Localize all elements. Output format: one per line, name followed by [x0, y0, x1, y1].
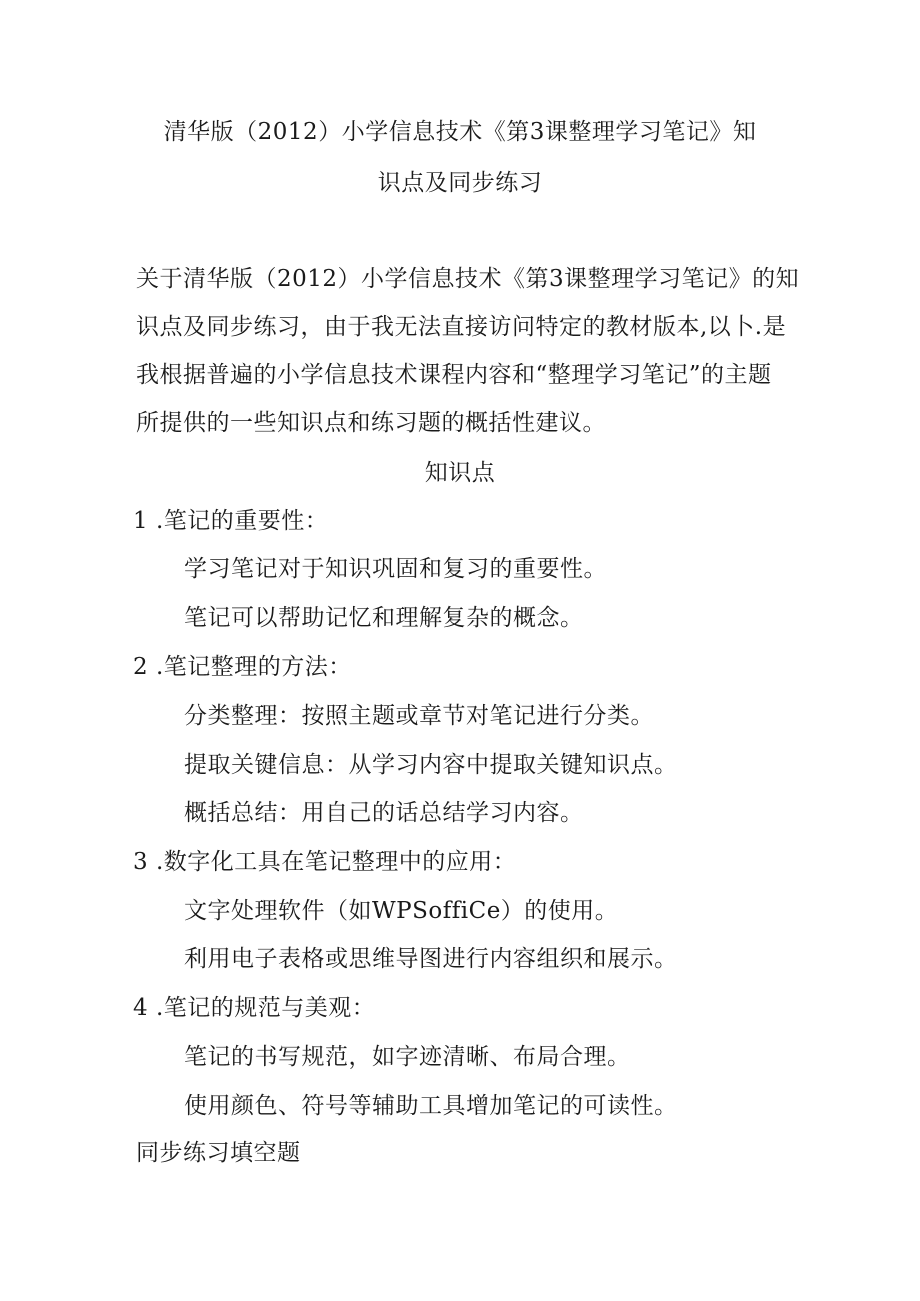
intro-paragraph-line-3: 我根据普遍的小学信息技术课程内容和“整理学习笔记”的主题: [136, 362, 772, 388]
exercise-heading: 同步练习填空题: [136, 1140, 301, 1166]
section-2-item-3: 概括总结：用自己的话总结学习内容。: [184, 800, 584, 826]
section-1-heading: 1 .笔记的重要性：: [133, 508, 329, 534]
intro-paragraph-line-2: 识点及同步练习，由于我无法直接访问特定的教材版本,以卜.是: [136, 314, 787, 340]
section-heading-knowledge-points: 知识点: [424, 460, 496, 486]
section-3-heading: 3 .数字化工具在笔记整理中的应用：: [133, 849, 517, 875]
section-2-heading: 2 .笔记整理的方法：: [133, 654, 352, 680]
section-1-item-2: 笔记可以帮助记忆和理解复杂的概念。: [184, 605, 584, 631]
intro-paragraph-line-1: 关于清华版（2012）小学信息技术《第3课整理学习笔记》的知: [136, 266, 800, 292]
section-4-heading: 4 .笔记的规范与美观：: [133, 995, 376, 1021]
section-1-item-1: 学习笔记对于知识巩固和复习的重要性。: [184, 556, 607, 582]
section-3-item-2: 利用电子表格或思维导图进行内容组织和展示。: [184, 946, 678, 972]
section-3-item-1: 文字处理软件（如WPSoffiCe）的使用。: [184, 898, 619, 924]
section-4-item-1: 笔记的书写规范，如字迹清晰、布局合理。: [184, 1044, 631, 1070]
document-title-line-2: 识点及同步练习: [377, 170, 543, 196]
section-4-item-2: 使用颜色、符号等辅助工具增加笔记的可读性。: [184, 1093, 678, 1119]
section-2-item-1: 分类整理：按照主题或章节对笔记进行分类。: [184, 703, 654, 729]
section-2-item-2: 提取关键信息：从学习内容中提取关键知识点。: [184, 752, 678, 778]
intro-paragraph-line-4: 所提供的一些知识点和练习题的概括性建议。: [136, 410, 606, 436]
document-title-line-1: 清华版（2012）小学信息技术《第3课整理学习笔记》知: [163, 119, 757, 145]
